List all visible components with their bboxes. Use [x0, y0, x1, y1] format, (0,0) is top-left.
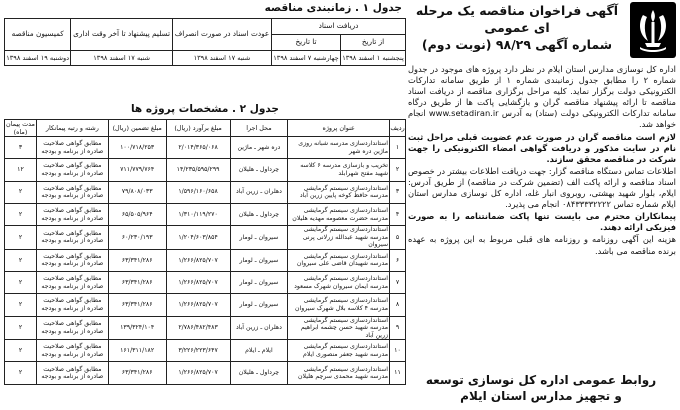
table-row [5, 159, 406, 181]
notice-text-column [408, 2, 676, 408]
cell-project-title: استانداردسازی سیستم گرمایشی مدرسه شهید جعفر منصوری ایلام [288, 340, 390, 362]
cell-estimate: ۲/۷۸۶/۴۸۲/۴۸۳ [166, 316, 230, 340]
signature-line-2: و تجهیز مدارس استان ایلام [460, 389, 622, 403]
cell-estimate: ۱۴/۲۳۵/۵۹۵/۲۹۹ [166, 159, 230, 181]
tables-column [4, 2, 406, 408]
cell-guarantee: ۱۰۰/۷۱۸/۲۵۳ [108, 137, 166, 159]
cell-row-number: ۵ [390, 226, 406, 250]
th-row: ردیف [390, 120, 406, 137]
cell-row-number: ۳ [390, 181, 406, 203]
cell-project-title: تخریب و بازسازی مدرسه ۶ کلاسه شهید مفتح شهرابلد [288, 159, 390, 181]
cell-row-number: ۹ [390, 316, 406, 340]
table-row [5, 137, 406, 159]
cell-contractor-grade: مطابق گواهی صلاحیت صادره از برنامه و بودجه [36, 340, 108, 362]
cell-location: دره شهر ـ ماژین [230, 137, 288, 159]
th-guarantee: مبلغ تضمین (ریال) [108, 120, 166, 137]
cell-estimate: ۲/۰۱۴/۳۶۵/۰۶۸ [166, 137, 230, 159]
cell-contractor-grade: مطابق گواهی صلاحیت صادره از برنامه و بودجه [36, 203, 108, 225]
cell-location: چرداول ـ هلیلان [230, 362, 288, 384]
cell-duration: ۱۲ [5, 159, 37, 181]
cell-guarantee: ۶۳/۳۴۱/۲۸۶ [108, 362, 166, 384]
cell-contractor-grade: مطابق گواهی صلاحیت صادره از برنامه و بودجه [36, 137, 108, 159]
cell-row-number: ۱۰ [390, 340, 406, 362]
cell-contractor-grade: مطابق گواهی صلاحیت صادره از برنامه و بودجه [36, 294, 108, 316]
cell-duration: ۳ [5, 137, 37, 159]
title-line-1: آگهی فراخوان مناقصه یک مرحله ای عمومی [415, 3, 619, 35]
cell-duration: ۲ [5, 340, 37, 362]
th-contractor-grade: رشته و رتبه پیمانکار [36, 120, 108, 137]
cell-guarantee: ۶۰/۲۳۰/۱۹۳ [108, 226, 166, 250]
cell-estimate: ۱/۳۱۰/۱۱۹/۲۷۰ [166, 203, 230, 225]
cell-contractor-grade: مطابق گواهی صلاحیت صادره از برنامه و بودجه [36, 226, 108, 250]
cell-row-number: ۴ [390, 203, 406, 225]
cell-guarantee: ۶۳/۳۴۱/۲۸۶ [108, 271, 166, 293]
cell-project-title: استانداردسازی سیستم گرمایشی مدرسه شهید محمدی سرچم هلیلان [288, 362, 390, 384]
cell-contractor-grade: مطابق گواهی صلاحیت صادره از برنامه و بودجه [36, 362, 108, 384]
cell-duration: ۲ [5, 249, 37, 271]
cell-location: چرداول ـ هلیلان [230, 203, 288, 225]
emblem-logo [630, 2, 676, 58]
cell-duration: ۲ [5, 181, 37, 203]
signature-line-1: روابط عمومی اداره کل نوسازی توسعه [425, 373, 657, 387]
cell-contractor-grade: مطابق گواهی صلاحیت صادره از برنامه و بودجه [36, 249, 108, 271]
th-commission: کمیسیون مناقصه [5, 19, 71, 51]
cell-contractor-grade: مطابق گواهی صلاحیت صادره از برنامه و بودجه [36, 181, 108, 203]
cell-row-number: ۸ [390, 294, 406, 316]
cell-estimate: ۱/۲۶۶/۸۲۵/۷۰۷ [166, 249, 230, 271]
cell-row-number: ۷ [390, 271, 406, 293]
table-row [5, 249, 406, 271]
cell-row-number: ۲ [390, 159, 406, 181]
cell-location: سیروان ـ لومار [230, 249, 288, 271]
paragraph-cost: هزینه این آگهی روزنامه و روزنامه های قبلی مربوط به این پروژه به عهده برنده مناقصه می باشد. [408, 234, 676, 256]
cell-location: سیروان ـ لومار [230, 294, 288, 316]
cell-guarantee: ۶۳/۳۴۱/۲۸۶ [108, 294, 166, 316]
cell-duration: ۲ [5, 226, 37, 250]
table-row [5, 294, 406, 316]
projects-table [4, 119, 406, 385]
cell-from: پنجشنبه ۱ اسفند ۱۳۹۸ [341, 51, 406, 66]
cell-estimate: ۱/۲۰۴/۶۰۳/۸۵۴ [166, 226, 230, 250]
paragraph-contact: اطلاعات تماس دستگاه مناقصه گزار: جهت دریافت اطلاعات بیشتر در خصوص اسناد مناقصه و ارائه پاکت الف (تضمین شرکت در مناقصه) از طریق آدرس: ایلام، بلوار شهید بهشتی، روبروی انبار غله، اداره کل نوسازی مدارس استان ایلام شماره تماس ۰۸۴۳۳۳۳۲۲۲۲ انجام می پذیرد. [408, 165, 676, 210]
cell-project-title: استانداردسازی سیستم گرمایشی مدرسه شهید عبدالله زرلانی پرنی سیروان [288, 226, 390, 250]
th-deadline: تسلیم پیشنهاد تا آخر وقت اداری [71, 19, 173, 51]
cell-estimate: ۳/۲۲۶/۲۲۳/۶۴۷ [166, 340, 230, 362]
cell-project-title: استانداردسازی سیستم گرمایشی مدرسه شهید حسن چشمه ابراهیم زرین آباد [288, 316, 390, 340]
cell-contractor-grade: مطابق گواهی صلاحیت صادره از برنامه و بودجه [36, 271, 108, 293]
cell-guarantee: ۷۱۱/۷۷۹/۷۶۴ [108, 159, 166, 181]
th-estimate: مبلغ برآورد (ریال) [166, 120, 230, 137]
schedule-table-title: جدول ۱ . زمانبندی مناقصه [264, 2, 402, 14]
cell-project-title: استانداردسازی سیستم گرمایشی مدرسه شهیدان قاضی علی سیروان [288, 249, 390, 271]
cell-location: سیروان ـ لومار [230, 271, 288, 293]
th-to: تا تاریخ [272, 35, 341, 51]
paragraph-intro: اداره کل نوسازی مدارس استان ایلام در نظر دارد پروژه های موجود در جدول شماره ۲ را مطابق جدول زمانبندی شماره ۱ از طریق سامانه تدارکات الکترونیکی دولت برگزار نماید. کلیه مراحل برگزاری مناقصه از دریافت اسناد مناقصه تا ارائه پیشنهاد مناقصه گران و بازگشایی پاکت ها از طریق درگاه سامانه تدارکات الکترونیکی دولت (ستاد) به آدرس www.setadiran.ir انجام خواهد شد. [408, 64, 676, 130]
table-row [5, 340, 406, 362]
emblem-icon [634, 7, 672, 53]
th-receive: دریافت اسناد [272, 19, 406, 35]
cell-estimate: ۱/۲۶۶/۸۲۵/۷۰۷ [166, 294, 230, 316]
cell-project-title: استانداردسازی مدرسه شبانه روزی ماژین دره شهر [288, 137, 390, 159]
cell-row-number: ۱۱ [390, 362, 406, 384]
notice-title [408, 2, 626, 53]
th-duration: مدت پیمان (ماه) [6, 120, 35, 136]
cell-commission: دوشنبه ۱۹ اسفند ۱۳۹۸ [5, 51, 71, 66]
paragraph-guarantee: پیمانکاران محترم می بایست تنها پاکت ضمانتنامه را به صورت فیزیکی ارائه دهند. [408, 211, 676, 233]
cell-duration: ۲ [5, 294, 37, 316]
table-row [5, 203, 406, 225]
cell-project-title: استانداردسازی سیستم گرمایشی مدرسه ۴ کلاسه بلال شهرک سیروان [288, 294, 390, 316]
table-row [5, 362, 406, 384]
cell-location: دهلران ـ زرین آباد [230, 181, 288, 203]
th-project-title: عنوان پروژه [288, 120, 390, 137]
notice-body [408, 64, 676, 258]
table-row [5, 181, 406, 203]
cell-contractor-grade: مطابق گواهی صلاحیت صادره از برنامه و بودجه [36, 316, 108, 340]
th-location: محل اجرا [230, 120, 288, 137]
th-from: از تاریخ [341, 35, 406, 51]
cell-guarantee: ۶۳/۳۴۱/۲۸۶ [108, 249, 166, 271]
cell-contractor-grade: مطابق گواهی صلاحیت صادره از برنامه و بودجه [36, 159, 108, 181]
cell-project-title: استانداردسازی سیستم گرمایشی مدرسه حافظ کوخه پایین زرین آباد [288, 181, 390, 203]
cell-project-title: استانداردسازی سیستم گرمایشی مدرسه حضرت معصومه مهدیه هلیلان [288, 203, 390, 225]
schedule-row [5, 51, 406, 66]
cell-location: دهلران ـ زرین آباد [230, 316, 288, 340]
cell-duration: ۲ [5, 271, 37, 293]
cell-guarantee: ۷۹/۸۰۸/۰۳۳ [108, 181, 166, 203]
schedule-table [4, 18, 406, 66]
cell-location: چرداول ـ هلیلان [230, 159, 288, 181]
cell-duration: ۲ [5, 362, 37, 384]
cell-row-number: ۶ [390, 249, 406, 271]
cell-duration: ۲ [5, 203, 37, 225]
cell-estimate: ۱/۵۹۶/۱۶۰/۶۵۸ [166, 181, 230, 203]
table-row [5, 226, 406, 250]
cell-row-number: ۱ [390, 137, 406, 159]
table-row [5, 316, 406, 340]
table-row [5, 271, 406, 293]
cell-guarantee: ۱۳۹/۳۲۴/۱۰۴ [108, 316, 166, 340]
cell-location: ایلام ـ ایلام [230, 340, 288, 362]
cell-to: چهارشنبه ۷ اسفند ۱۳۹۸ [272, 51, 341, 66]
projects-table-title: جدول ۲ . مشخصات پروژه ها [130, 103, 280, 115]
cell-estimate: ۱/۲۶۶/۸۲۵/۷۰۷ [166, 362, 230, 384]
cell-project-title: استانداردسازی سیستم گرمایشی مدرسه ایمان سیروان شهرک مسعود [288, 271, 390, 293]
title-line-2: شماره آگهی ۹۸/۲۹ (نوبت دوم) [421, 37, 613, 52]
cell-return: شنبه ۱۷ اسفند ۱۳۹۸ [172, 51, 271, 66]
cell-guarantee: ۱۶۱/۳۱۱/۱۸۲ [108, 340, 166, 362]
cell-deadline: شنبه ۱۷ اسفند ۱۳۹۸ [71, 51, 173, 66]
th-return: عودت اسناد در صورت انصراف [172, 19, 271, 51]
public-relations-signature [416, 372, 666, 404]
cell-duration: ۲ [5, 316, 37, 340]
cell-estimate: ۱/۲۶۶/۸۲۵/۷۰۷ [166, 271, 230, 293]
cell-guarantee: ۶۵/۵۰۵/۹۶۴ [108, 203, 166, 225]
cell-location: سیروان ـ لومار [230, 226, 288, 250]
paragraph-registration: لازم است مناقصه گران در صورت عدم عضویت قبلی مراحل ثبت نام در سایت مذکور و دریافت گواهی امضاء الکترونیکی را جهت شرکت در مناقصه محقق سازند. [408, 131, 676, 164]
